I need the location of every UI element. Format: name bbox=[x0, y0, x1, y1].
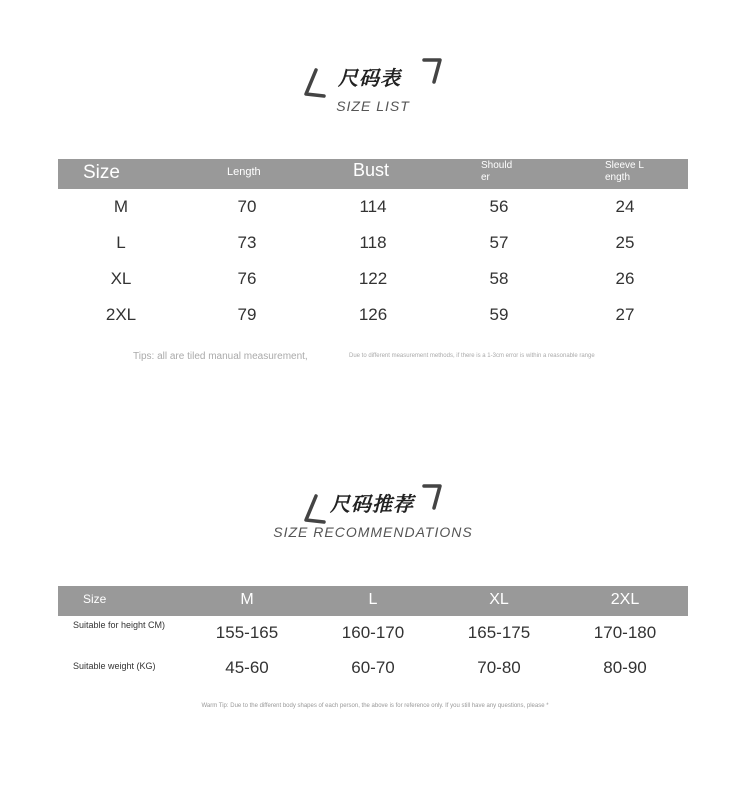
cell-length: 70 bbox=[237, 197, 257, 216]
size-recommend-heading bbox=[0, 478, 750, 558]
column-header-m: M bbox=[240, 591, 254, 608]
cell-weight: 45-60 bbox=[225, 658, 269, 677]
cell-bust: 122 bbox=[358, 269, 388, 288]
cell-weight: 80-90 bbox=[603, 658, 647, 677]
column-header-xl: XL bbox=[489, 591, 509, 608]
cell-bust: 114 bbox=[359, 197, 387, 216]
cell-size: 2XL bbox=[105, 305, 137, 324]
cell-weight: 60-70 bbox=[351, 658, 395, 677]
row-label-weight: Suitable weight (KG) bbox=[73, 661, 156, 671]
measurement-tip: Tips: all are tiled manual measurement, bbox=[133, 351, 308, 362]
column-header-2xl: 2XL bbox=[610, 591, 640, 608]
size-list-table bbox=[58, 159, 688, 333]
column-header-bust: Bust bbox=[353, 160, 390, 180]
cell-size: M bbox=[113, 197, 129, 216]
bracket-right-icon bbox=[420, 54, 448, 88]
cell-shoulder: 57 bbox=[489, 233, 509, 252]
size-recommend-cn-title: 尺码推荐 bbox=[330, 492, 414, 516]
cell-sleeve: 24 bbox=[615, 197, 635, 216]
column-header-size: Size bbox=[83, 592, 107, 606]
table-row bbox=[58, 189, 688, 225]
cell-shoulder: 58 bbox=[489, 269, 509, 288]
table-row bbox=[58, 297, 688, 333]
cell-weight: 70-80 bbox=[477, 658, 521, 677]
bracket-left-icon bbox=[302, 488, 330, 528]
cell-length: 73 bbox=[237, 233, 257, 252]
size-recommend-table bbox=[58, 586, 688, 686]
cell-length: 79 bbox=[237, 305, 257, 324]
table-row bbox=[58, 261, 688, 297]
row-label-height: Suitable for height CM) bbox=[73, 620, 166, 630]
bracket-right-icon bbox=[420, 480, 448, 514]
cell-length: 76 bbox=[237, 269, 257, 288]
cell-height: 155-165 bbox=[215, 623, 279, 642]
table-header bbox=[58, 159, 688, 189]
warm-tip: Warm Tip: Due to the different body shapes of each person, the above is for reference only. If you still have any questions, please * bbox=[201, 703, 549, 709]
table-header bbox=[58, 586, 688, 616]
cell-height: 160-170 bbox=[341, 623, 405, 642]
cell-height: 165-175 bbox=[467, 623, 531, 642]
error-range-tip: Due to different measurement methods, if there is a 1-3cm error is within a reasonable range bbox=[349, 353, 595, 359]
column-header-length: Length bbox=[227, 166, 261, 178]
cell-sleeve: 27 bbox=[615, 305, 635, 324]
cell-size: XL bbox=[110, 269, 132, 288]
table-row bbox=[58, 650, 688, 686]
column-header-l: L bbox=[368, 591, 378, 608]
size-list-en-title: SIZE LIST bbox=[336, 98, 410, 114]
cell-sleeve: 25 bbox=[615, 233, 635, 252]
column-header-shoulder: Should er bbox=[481, 160, 513, 183]
table-row bbox=[58, 225, 688, 261]
size-list-heading bbox=[0, 52, 750, 132]
size-list-cn-title: 尺码表 bbox=[338, 66, 401, 90]
bracket-left-icon bbox=[302, 62, 330, 102]
cell-shoulder: 59 bbox=[489, 305, 509, 324]
table-row bbox=[58, 616, 688, 650]
cell-sleeve: 26 bbox=[615, 269, 635, 288]
cell-bust: 118 bbox=[359, 233, 387, 252]
cell-height: 170-180 bbox=[593, 623, 657, 642]
cell-shoulder: 56 bbox=[489, 197, 509, 216]
size-recommend-en-title: SIZE RECOMMENDATIONS bbox=[273, 524, 473, 540]
column-header-sleeve-length: Sleeve L ength bbox=[605, 160, 644, 183]
column-header-size: Size bbox=[83, 162, 120, 183]
cell-bust: 126 bbox=[358, 305, 388, 324]
cell-size: L bbox=[116, 233, 126, 252]
